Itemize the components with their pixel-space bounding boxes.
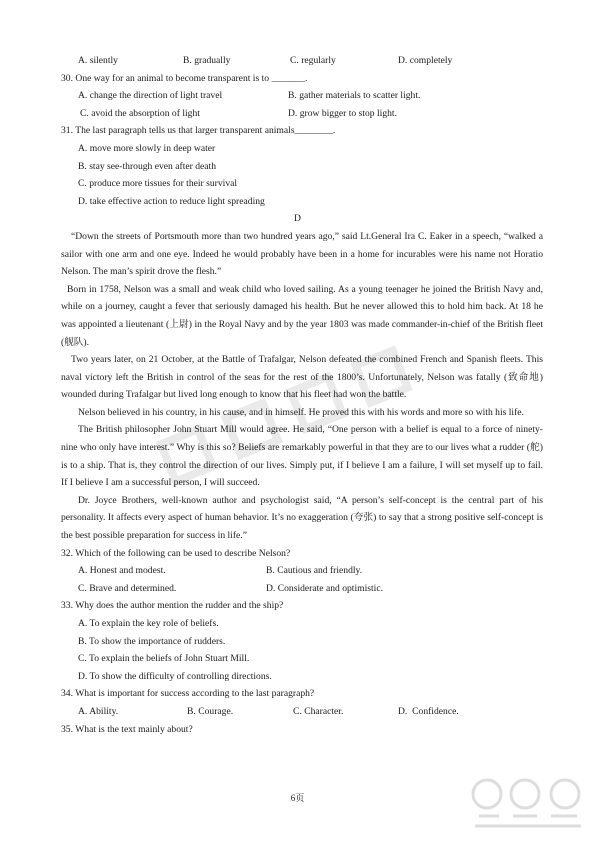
q32-option-a: A. Honest and modest. — [78, 565, 166, 577]
q34-option-c: C. Character. — [293, 705, 344, 717]
q34-options — [0, 703, 595, 721]
passage-paragraph-6: Dr. Joyce Brothers, well-known author and psychologist said, “A person’s self-concept is the central part of his personality. It affects every aspect of human behavior. It’s no exaggeration (夸张) to say that a strong positive self-concept is the best possible preparation for success in life.” — [61, 494, 543, 542]
q34-stem: 34. What is important for success according to the last paragraph? — [61, 688, 315, 700]
q29-options — [0, 52, 595, 70]
passage-paragraph-1: “Down the streets of Portsmouth more than two hundred years ago,” said Lt.General Ira C. Eaker in a speech, “walked a sailor with one arm and one eye. Indeed he would probably have been in a home for incurables were his name not Horatio Nelson. The man’s spirit drove the flesh.” — [61, 230, 543, 278]
q30-options-row2 — [0, 105, 595, 123]
q32-option-c: C. Brave and determined. — [78, 582, 177, 594]
q30-option-a: A. change the direction of light travel — [78, 90, 223, 102]
corner-watermark-logo — [469, 776, 587, 834]
q33-option-c: C. To explain the beliefs of John Stuart Mill. — [78, 653, 250, 665]
passage-paragraph-3: Two years later, on 21 October, at the Battle of Trafalgar, Nelson defeated the combined French and Spanish fleets. This naval victory left the British in control of the seas for the rest of the 1800’s. Unfortunately, Nelson was fatally (致命地) wounded during Trafalgar but lived long enough to know that his fleet had won the battle. — [61, 354, 543, 401]
q31-option-a: A. move more slowly in deep water — [78, 142, 216, 154]
q31-option-c: C. produce more tissues for their survival — [78, 178, 238, 190]
q29-option-b: B. gradually — [183, 55, 231, 66]
passage-paragraph-4: Nelson believed in his country, in his cause, and in himself. He proved this with his words and more so with his life. — [78, 406, 524, 418]
q29-option-d: D. completely — [398, 55, 453, 66]
q33-stem: 33. Why does the author mention the rudder and the ship? — [61, 600, 284, 612]
q32-option-d: D. Considerate and optimistic. — [266, 582, 383, 594]
q32-stem: 32. Which of the following can be used to describe Nelson? — [61, 547, 291, 559]
q29-option-a: A. silently — [78, 55, 118, 66]
q34-option-d: D. Confidence. — [398, 705, 459, 717]
q32-option-b: B. Cautious and friendly. — [266, 565, 363, 577]
q31-option-d: D. take effective action to reduce light spreading — [78, 195, 265, 207]
q31-stem: 31. The last paragraph tells us that larger transparent animals________. — [61, 125, 336, 137]
passage-paragraph-5: The British philosopher John Stuart Mill would agree. He said, “One person with a belief is equal to a force of ninety-nine who only have interest.” Why is this so? Beliefs are remarkably powerful in that they are to our lives what a rudder (舵) is to a ship. That is, they control the direction of our lives. Simply put, if I believe I am a failure, I will set myself up to fail. If I believe I am a successful person, I will succeed. — [61, 424, 553, 489]
passage-paragraph-2: Born in 1758, Nelson was a small and weak child who loved sailing. As a young teenager he joined the British Navy and, while on a journey, caught a fever that seriously damaged his health. But he never allowed this to hold him back. At 18 he was appointed a lieutenant (上尉) in the Royal Navy and by the year 1803 was made commander-in-chief of the British fleet (舰队). — [61, 283, 543, 348]
q30-option-b: B. gather materials to scatter light. — [288, 90, 421, 102]
q33-option-b: B. To show the importance of rudders. — [78, 635, 226, 647]
section-heading: D — [294, 213, 301, 225]
q30-options-row1 — [0, 87, 595, 105]
q33-option-a: A. To explain the key role of beliefs. — [78, 618, 219, 629]
q32-options-row2 — [0, 580, 595, 598]
q30-option-c: C. avoid the absorption of light — [80, 107, 200, 119]
q33-option-d: D. To show the difficulty of controlling directions. — [78, 670, 272, 682]
q35-stem: 35. What is the text mainly about? — [61, 723, 193, 735]
q32-options-row1 — [0, 562, 595, 580]
q30-stem: 30. One way for an animal to become transparent is to _______. — [61, 72, 308, 84]
q34-option-b: B. Courage. — [187, 705, 234, 717]
q30-option-d: D. grow bigger to stop light. — [288, 107, 397, 119]
page-number: 6页 — [290, 793, 305, 803]
q29-option-c: C. regularly — [290, 55, 336, 66]
q34-option-a: A. Ability. — [78, 705, 119, 717]
q31-option-b: B. stay see-through even after death — [78, 160, 216, 172]
